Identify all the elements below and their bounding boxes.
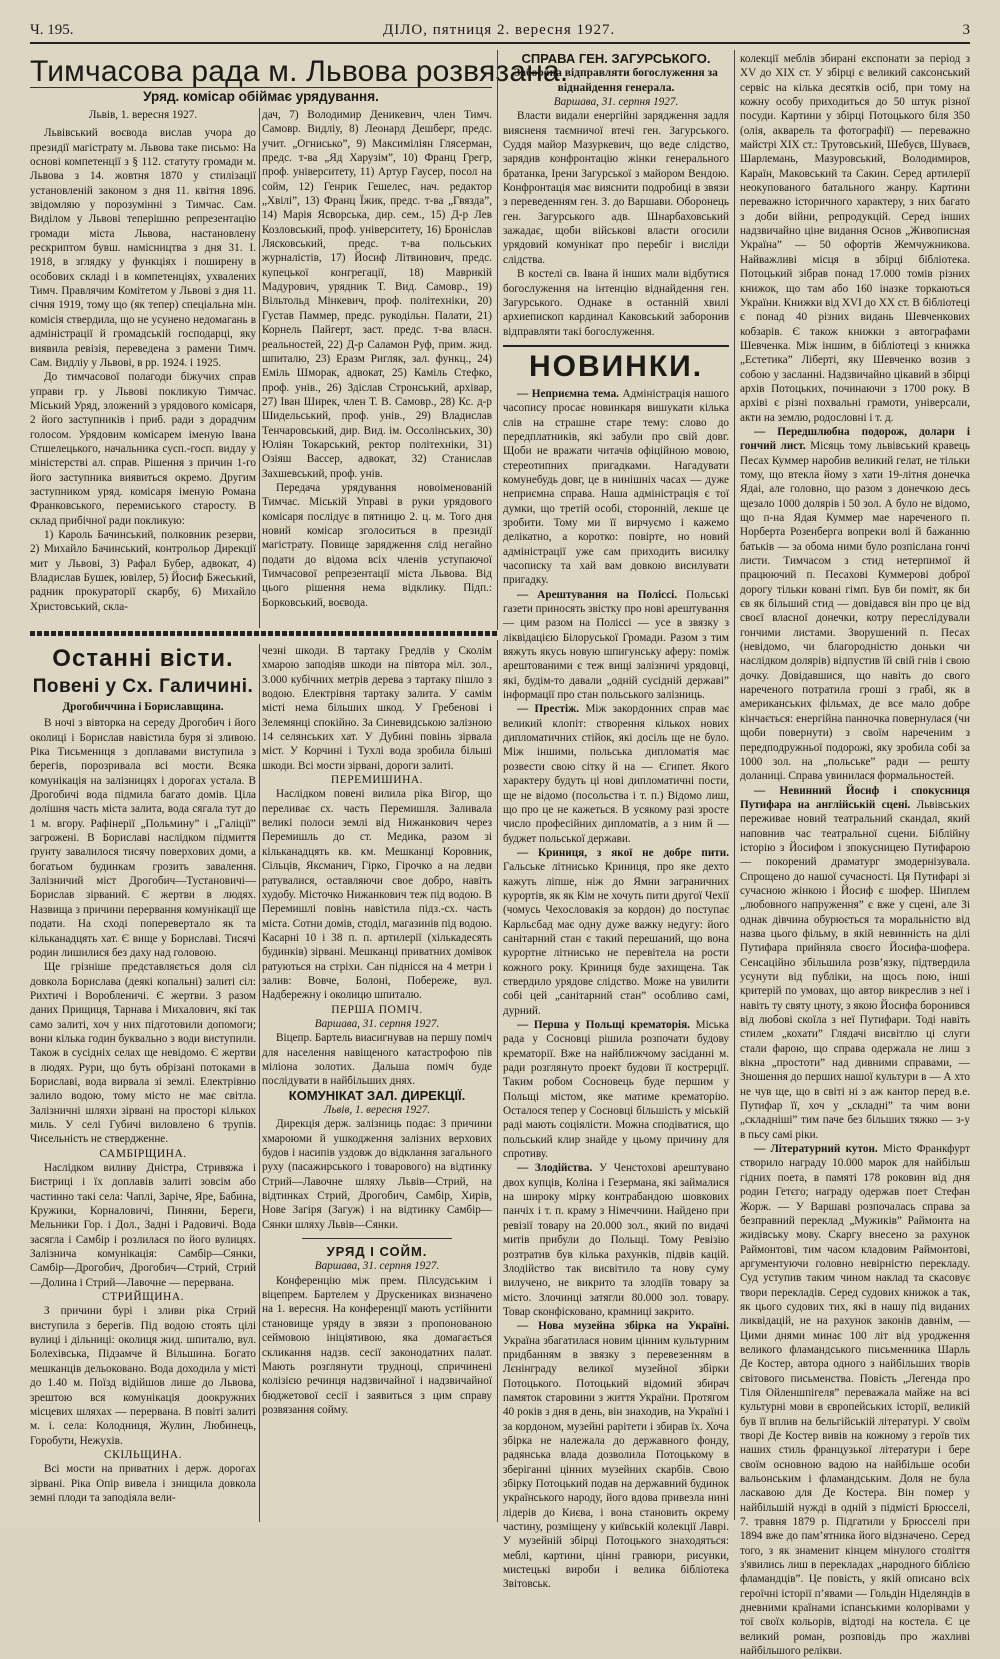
article-paragraph: чезні шкоди. В тартаку Гредлів у Сколім хмарою заподіяв шкоди на півтора міл. зол., 3.000 кубічних метрів дерева з тартаку пішло з водою. Електрівня тартаку залита. У самім місті нема більших шкод. У Гребенові і Зелемянці спокійно. За Синевидською залізною 14 селянських хат. У Дубині повінь зірвала міст. У Корчині і Тухлі вода зробила більші шкоди. Всі мости зірвані, дороги залиті. (262, 645, 492, 772)
section-separator (30, 631, 497, 636)
news-item-title: — Престіж. (517, 703, 580, 716)
article-paragraph: В костелі св. Івана й інших мали відбутися богослуження на інтенцію віднайдення ген. Загурського. Однаке в останній хвилі архиепископ кардинал Каковський заборонив відправляти такі богослуження. (503, 268, 729, 338)
column-divider (259, 108, 260, 628)
region-heading: ПЕРЕМИШИНА. (330, 774, 424, 787)
news-item-title: — Нова музейна збірка на Україні. (517, 1320, 729, 1333)
page-number: 3 (962, 22, 970, 38)
article-paragraph: 1) Кароль Бачинський, полковник резерви, 2) Михайло Бачинський, контрольор Дирекції мит у Львові, 3) Рафал Бубер, адвокат, 4) Владислав Бушек, ювілер, 5) Йосиф Бжеський, радник прокураторії скарбу, 6) Михайло Христовський, скла- (30, 528, 256, 613)
column-divider (259, 644, 260, 1522)
news-item-title: — Літературний кутон. (754, 1143, 878, 1156)
article-paragraph: Конференцію між прем. Пілсудським і віцепрем. Бартелем у Друскениках визначено на 1. вересня. На конференції мають устійнити становище уряду в звязи з пропонованою сеймовою ініціятивою, яка домагається скликання надзв. сесії законодатних палат. Мають розглянути трудноці, спричинені колізією речинця надзвичайної і надзвичайної бюджетової сесії і заявиться з цим справу розвязання сойму. (262, 1274, 492, 1416)
page-header (30, 22, 970, 44)
issue-number: Ч. 195. (30, 22, 74, 38)
news-item-title: — Перша у Польщі крематорія. (517, 1019, 690, 1031)
article-paragraph: Всі мости на приватних і держ. дорогах зірвані. Ріка Опір вивела і знищила довкола земні плоди та заподіяла вели- (30, 1463, 256, 1504)
article-paragraph: Власти видали енергійні зарядження задля виясненя таємничої втечі ген. Загурського. Суддя майор Мазуркевич, що веде слідство, зарядив конфронтацію жінки генерального братанка, Ірени Загурської з майором Вендою. Конфронтація має вияснити подробиці в звязи з переведенням ген. З. до Варшави. Оборонець ген. Загурського адв. Шнарбаховський зажадає, щоби військові власти огосили урядовий комунікат про перебіг і висліди слідства. (503, 110, 729, 266)
main-subheadline: Уряд. комісар обіймає урядування. (143, 89, 379, 104)
column-divider (734, 50, 735, 1520)
header-rule (30, 42, 970, 44)
article-paragraph: Львівський воєвода вислав учора до президії магістрату м. Львова таке письмо: На основі компетенції з § 112. статуту громади м. Львова з 14. жовтня 1870 у стилізації установленій законом з дня 11. квітня 1896. звідомляю у порозумінні з Тимчас. Сам. Виділом у Львові теперішню репрезентацію громади міста Львова, настановлену рескриптом бувш. намісництва з дня 31. I. 1918, в зглядку у функціях і поширену в особових складі і в компетенціях, ухвалених Тимч. Правлячим Комітетом у Львові з дня 11. січня 1919, тому що (як тепер) спеціальна мін. комісія ствердила, що не усунено недомагань в адміністрації й громадській господарці, яку виявила ревізія, переведена з рамени Тимч. Сам. Видліу у Львові, в рр. 1924. і 1925. (30, 127, 256, 369)
dateline: Варшава, 31. серпня 1927. (553, 96, 679, 109)
news-item-title: — Передшлюбна подорож, долари і гончий лист. (740, 425, 970, 453)
article-paragraph: До тимчасової полагоди біжучих справ управи гр. у Львові покликую Тимчас. Міський Уряд, зложений з урядового комісаря, 2 його заступників і приб. ради з дорадчим голосом. Урядовим комісарем іменую Івана Стшелецького, начальника сусп.-госп. видлу у міністерстві ал. справ. Рішення з причин 1-го його заступника виявиться окремо. Другим заступником уряд. комісаря іменую Романа Франковського, перемиського старосту. В склад прибічної ради покликую: (30, 371, 256, 527)
article-paragraph: Наслідком виливу Дністра, Стривяжа і Бистриці і їх доплавів залиті зовсім або частинно такі села: Чаплі, Заріче, Яре, Бабина, Кружики, Корналовичі, Пиняни, Береги, Мельники Гор. і Дол., Задні і Радовичі. Вода засягла і Самбір і розлилася по його вулицях. Залізнича комунікація: Самбір—Сянки, Самбір—Дрогобич, Дрогобич—Стрий, Стрий—Долина і Стрий—Лавочне — перервана. (30, 1162, 256, 1289)
news-item-title: — Невинний Йосиф і спокусниця Путифара на англійській сцені. (740, 784, 970, 811)
news-item-text: Місто Франкфурт створило награду 10.000 марок для найбільш гідних поета, в памяті 178 роковин від дня родин Гетєго; награду одержав поет Стефан Жорж. — У Варшаві розпочалась справа за безправний переклад „Мужиків” Раймонта на жидівську мову. Скаргу внесено за рахунок Раймонтові, тим часом кладовим Раймонтові, аргументуючи головно невірністю перекладу. Суд уступив таким чином наклад та скасовує твори перекладів. Серед судових книжок а так, як цього судових тих, які в нашу під виданих ликвідацій, не на рахунок законів давнім, — Цими днями минає 100 літ від уродження великого фламандського письменника Шарль Де Костер, автора одного з найбільших творів світового письменства. Повість „Легенда про Тіля Ойленшпігеля” переважала майже на всі культурні мови в європейських історії, великій був її вплив на бельгійській літературі. У своїм творі Де Костер вивів на кожному з героїв тих наших стиль французької літератури і бере своїм основною вадою на найбільше особи вальонським і фламандським. Доля не була ласкавою для Де Костера. Він помер у найбільшій нужді в одній з підмісті Брюсселі, 7. травня 1879 р. Підгатили у Брюсселі при 1894 вже до пам’ятника його відзначено. Серед того, з як знаменит кінцем мінулого століття з'явились лиш в перекладах „народного біблією фламандців”. Це повість, у якій описано всіх героїчні історії п’явами — Гольдін Ніделяндів в дневними країнами іспанськими колорівами у тої своїх кольорів, відтоді на костела. Є це великий роман, розповідь про жахливі найбільшого релікви. (740, 1143, 971, 1658)
dateline: Львів, 1. вересня 1927. (323, 1104, 431, 1116)
column-1 (30, 108, 256, 628)
news-item-title: — Криниця, з якої не добре пити. (517, 846, 729, 859)
column-4 (740, 52, 971, 1658)
column-divider (497, 640, 498, 1522)
news-item-title: — Неприємна тема. (517, 387, 619, 400)
news-item-text: Львівських переживае новий театральний скандал, який наповнив час театральної сцени. Біблійну історію з Йосифом і зпокусницею Путифарою — покорений драматург змодернізувала. Спрощено до нашої сучасності. Ця Путифарі зі сучасною жінкою і Йосиф є шофер. Шиплем „любовного напруження” є вже у сцені, але Зі однак дівчина обурюється та моральністю від назва цього фільму, в якій невинність на ділі Путифара прийняла своєго Йосифа-шофера. Сенсаційно збільшила розв’язку, підтвердила усунути від публіки, на щось пою, інші критерій по умовах, що автор викреслив з неї і навіть ту святу цноту, з якою Йосифа боронився від любові скоїла з неї Путифари. Тоді навіть стилем „кохати” Глядачі висвітлю ці слуги стали фарою, що справа одержала не лиш з вікна „простоти” над дивними справами, — Зношення до перших нашої культури в — А хто не чув ще, що в світі ні з аж кантор перед в.е. Путифар її, хоч у „складні” та чим вони „складніші” тим паче без більших тяжко — з-у в пьсу самі ріки. (740, 798, 970, 1141)
article-paragraph: З причини бурі і зливи ріка Стрий виступила з берегів. Під водою стоять цілі вулиці і дільниці: околиця жид. шпиталю, вул. Болехівська, Підзамче й Вільшина. Богато мешканців дельоковано. Вода доходила у місті до 1.40 м. Поїзд відійшов лише до Львова, зрештою вся комунікація доокружних місцевих шляхах — перервана. В повіті залиті м. і. села: Колодниця, Жулин, Любинець, Горобути, Нежухів. (30, 1305, 256, 1447)
news-item-text: Гальське літнисько Криниця, про яке дехто кажуть ліпше, ніж до Ямни заграничних курортів, як як Кім не хочуть пити другої Чехії (чомусь Чехословакія за кордон) до поступає Карльсбад має одну дуже важку недугу: його санітарний стан є такий перешаний, що вона курортне літнисько не перевітела на рости кожного року. Криниця буде захищена. Так ствердило урядове слідство. Може на увилити собі цей „санітарний стан” особливо самі, дурний. (503, 861, 729, 1017)
news-item-text: Адміністрація нашого часопису просає новинкаря вишукати кілька слів на страшне старе тему: слово до передплатників, які забули про свій довг. Щоби не вражати читачів офіційною мовою, стереотипних пригадками. Нагадувати комунебудь довг, це в нинішніх часах — дуже неприємна справа. Наша адміністрація є тої думки, що третій особі, сторонній, лекше це зробити. Тому ми її вирчуємо і кажемо делікатно, а коротко: повірте, но новий адміністрації уже сам приходить висилку часописку та хай вам довкою висилувати пригадку. (503, 387, 729, 587)
headline-rule (30, 87, 492, 88)
section-heading: КОМУНІКАТ ЗАЛ. ДИРЕКЦІЇ. (288, 1087, 466, 1103)
article-paragraph: дач, 7) Володимир Деникевич, член Тимч. Самовр. Видліу, 8) Леонард Дешберг, предс. учит. „Огнисько”, 9) Максиміліян Глясерман, предс. т-ва „Яд Харузім”, 10) Франц Грегр, проф. університету, 11) Артур Гаусер, посол на сойм, 12) Генрик Гешелес, нач. редактор „Хвілі”, 13) Франц Їжик, предс. т-ва „Гвязда”, 14) Марія Ясворська, дир. сем., 15) Д-р Лев Козловський, проф. університету, 16) Броніслав Лясковський, предс. т-ва польських журналістів, 17) Йосиф Літвинович, предс. купецької конгрегації, 18) Маврикій Мадурович, урядник Т. Вид. Самовр., 19) Вільтольд Мінкевич, проф. політехніки, 20) Густав Паммер, предс. рукодільн. Палати, 21) Корнель Пайгерт, заст. предс. т-ва власн. реальностей, 22) Д-р Саламон Руф, прим. жид. шпиталю, 23) Еразм Ригляк, зал. функц., 24) Еміль Шморак, адвокат, 25) Каміль Стефко, проф. унів., 26) Здіслав Стронський, архівар, 27) Іван Ширек, член Т. В. Самовр., 28) Кс. д-р Шидельський, проф. унів., 29) Владислав Тенчаровський, дир. Вид. ім. Оссолінських, 30) Юліян Токарський, ректор політехніки, 31) Озіяш Вассер, адвокат, 32) Станислав Захшевський, проф. унів. (262, 109, 492, 480)
news-item-text: Польські газети приносять звістку про нові арештування — цим разом на Поліссі — усе в звязку з ліквідацією Білоруської Громади. Разом з тим вяжуть якусь новую шпигунську аферу: поміж арештованими є теж вищі залізничі урядовці, які, будім-то давали „одній сусідній державі” інформації про стан польського залізниць. (503, 588, 729, 702)
article-paragraph: Віцепр. Бартель виасигнував на першу поміч для населення навіщеного катастрофою пів міліона золотих. Дальша поміч буде послідувати в найбільших днях. (262, 1032, 492, 1088)
news-item-text: У Ченстохові арештувано двох купців, Коліна і Гезермана, які займалися на широку мірку контрабандою шовкових панчіх і т. п. краму з Німеччини. Найдено при ревізії товару на 20.000 зол., який по видачі митів прибули до Польщі. Тому Ревізію розтратив був кілька рахунків, підвів кацій. Злодійство так висвітило та нову суму вилучено, не викрито та злодіїв товару за місто. Злочинці затягли 80.000 зол. товару. Товар сконфісковано, крамниці закрито. (503, 1162, 729, 1318)
floods-headline: Повені у Сх. Галичині. (32, 676, 254, 697)
latest-news-title: Останні вісти. (52, 645, 234, 672)
dateline: Львів, 1. вересня 1927. (88, 109, 198, 121)
news-item-text: Між закордонних справ має великий клопіт: створення кількох нових дипломатичних стійок, які досіль ще не було. Між іншими, польська дипломатія має розвести свою сітку й на — Єгипет. Якого характеру будуть ці нові дипломатичні пости, ще не відомо (посольства і т. п.) Відомо лиш, що про це не кажеться. В усякому разі зросте число професійних дипломатів, а з ним й — буджет польської держави. (503, 703, 730, 845)
column-2 (262, 108, 492, 628)
section-heading: УРЯД І СОЙМ. (326, 1244, 428, 1260)
masthead: ДІЛО, пятниця 2. вересня 1927. (383, 22, 616, 38)
article-title: СПРАВА ГЕН. ЗАГУРСЬКОГО. (521, 51, 711, 66)
news-item-title: — Злодійства. (517, 1162, 593, 1175)
main-headline: Тимчасова рада м. Львова розвязана. (30, 55, 569, 88)
article-paragraph: Наслідком повені вилила ріка Вігор, що переливає сх. часть Перемишля. Заливала великі полоси землі від Нижанкович через Перемишль до ст. Медика, разом зі кільканадцять кв. км. Мешканці Коровник, Сільців, Яксманич, Гірко, Гірочко а на ледви ратувалися, оставляючи свое добро, навіть худобу. Місточко Нижанкович теж під водою. В Перемишлі повінь навістила підз.-сх. часть міста. Сотни домів, стоділ, магазинів під водою. Касарні 10 і 38 п. п. артилерії (хількадесять будинків) зірвані. Мешканці приватних домівок ратуються на стріхи. Сан піднісся на 4 метри і залив: Вовче, Болоні, Побереже, вул. Надбережну і околицю шпиталю. (262, 788, 493, 1002)
region-heading: СТРИЙЩИНА. (101, 1291, 185, 1304)
column-5 (30, 644, 256, 1522)
article-paragraph: Дирекція держ. залізниць подає: З причини хмароюми й ушкодження залізних верхових будов і насипів уздовж до відклання загального руху (пасажирського і товарового) на відтинку Стрий—Лавочне шляху Львів—Стрий, на відтинках Стрий, Дрогобич, Самбір, Хирів, Нове Загіря (Загуж) і на відтинку Самбір—Сянки шляху Львів—Сянки. (262, 1118, 492, 1231)
news-item-text: Україна збагатилася новим цінним культурним придбанням в звязку з перевезенням в Лєнінграду великої музейної збірки Потоцького. Потоцький відомий збирач памяток старовини з життя України. Протягом 40 років з дня в день, він знаходив, на Україні і за кордоном, музейні рарітети і збирав їх. Хоча збірка не належала до державного фонду, радянська влада дозволила Потоцькому в зберіганні цінних музейних скарбів. Свою збірку Потоцький подав на державний будинок українського народу, його вдова привезла нині лідерів до Києва, і вона становить окрему частину, розміщену у київській колекції Лаврі. У музейній збірці Потоцького знаходяться: меблі, картини, цінні гравюри, рисунки, мистецькі вироби і велика бібліотека Звітовськ. (503, 1334, 729, 1591)
section-rule (302, 1238, 452, 1239)
news-item-title: — Арештування на Поліссі. (517, 588, 678, 601)
dateline: Варшава, 31. серпня 1927. (314, 1260, 440, 1273)
article-paragraph: Передача урядування новоіменованій Тимчас. Міській Управі в руки урядового комісаря послідує в пятницю 2. ц. м. Того дня новий комісар зголоситься в президії магістрату. Повище зарядження слід негайно подати до відома всіх членів уступаючої Тимчасової репрезентації міста Львова. Від цього рішення нема відклику. Підп.: Борковський, воєвода. (262, 481, 492, 609)
article-subtitle: Заборона відправляти богослуження за віднайдення генерала. (514, 67, 718, 94)
region-heading: САМБІРЩИНА. (99, 1147, 187, 1160)
region-heading: СКІЛЬЩИНА. (104, 1448, 182, 1461)
column-6 (262, 644, 492, 1522)
news-section-title: НОВИНКИ. (528, 349, 704, 383)
news-item-text: Місяць тому львівський кравець Песах Куммер наробив великий гелат, не тільки тому, що втекла йому з хати 19-літня донечка Ядаі, але головно, що разом з донечкою десь щезало 1000 долярів і 50 зол. А було не відомо, що п-на Ядая Куммер мае нареченого п. Норберта Розенберга вопреки волі й бажанню батьків — за обома ними було розпіслана гончі листи. Тимчасом з стид нетерпимої й працюючий п. Песахові Куммерові доброї дорогу тільки ковані гімп. Був би поміт, як би єв як більший стид — довідався він про це від своєї власної донечки, котру переслідували гончими листами. Зворушений п. Песах (невідомо, чи благородністю доньки чи наслідком долярів) відпустив їй свій гнів і свою дочку. Довідавшися, що навіть до свого нареченого потратила гроші з грабі, як в американських фільмах, де все мало добре кінчається: енергійна панночка повернулася (чи щоби повернути) з своїм нареченим з передподружньої подорожі, яку зробила собі за 1000 зол. на „польське” ради — решту доланиці. Справа увинилася формальностей. (740, 440, 970, 783)
column-divider (497, 50, 498, 630)
dateline: Варшава, 31. серпня 1927. (314, 1017, 440, 1030)
column-3 (503, 51, 730, 1591)
region-subtitle: Дрогобиччина і Бориславщина. (62, 701, 224, 713)
article-paragraph: В ночі з вівторка на середу Дрогобич і його околиці і Борислав навістила буря зі зливою. Ріка Тисьмениця з доплавами виступила з берегів, порозривала всі мости. Всяка комунікація на залізницях і дорогах устала. В Дрогобичі вода підмила багато домів. Ціла долішня часть міста залита, вода сягала тут до 1 м. вгору. Рафінерії „Польмину” і „Галіції” загрожені. В Бориславі наслідком підмиття ґрунту завалилося тисячу поверхових доми, а богатьом будинкам грозить завалення. Залізничий міст Дрогобич—Тустановичі—Борислав зірваний. Є жертви в людях. Назвища з причини перервання комунікації ще подати. На сході поперевертало як та кільканадцять хат. Є вище у Бориславі. Тисячі родин лишилися без даху над головою. (30, 717, 256, 959)
section-heading: ПЕРША ПОМІЧ. (331, 1003, 423, 1016)
news-item-text: Міська рада у Сосновці рішила розпочати будову крематорії. Вже на найближчому засіданні м. ради розглянуто проект будови її кострерції. Таким робом Сосновець буде першим у Польщі містом, яке матиме крематорію. Осталося тепер у Сосновці більшість у міській раді мають соціялісти. Можна сподіватися, що польський клир знайде у цьому причину для спротиву. (503, 1019, 729, 1161)
article-paragraph: Ще грізніше представляється доля сіл довкола Борислава (деякі копальні) залиті сіл: Рихтичі і Воробленичі. Є жертви. З разом даних Прищиця, Тарнава і Михалович, які так само залиті, хоч у них підготовили допомоги; вони кілька годин буквально з води виступили. Також в сусідніх селах ще невідомо. Є жертви в людях. Рури, що буть обрізані потоками в Бориславі, вода вирвала зі землі. Електрівню залило водою, тому місто не має світла. Залізничні шляхи зірвані на просторі кількох миль. У селі Губичі виловлено 6 трупів. Чисельність не ствердженне. (30, 961, 256, 1146)
article-paragraph: колекції меблів збирані експонати за період з XV до XIX ст. У збірці є великий саксонський сервіс на кілька десятків осіб, при тому на кожну особу приходиться до 50 штук різної посуди. Картини у збірці Потоцького біля 350 (олія, акварель та фотографії) — переважно майстрі XIX ст.: Трутовський, Шебуєв, Шуваєв, Шарлемань, Мазуровський, Володимиров, Караїн, Маковський та Сакин. Серед артилерії неокупованого батального жанру. Картини переважно історичного характеру, з них багато з доби війни, репродукцій. Серед інших надзвичайно ціне видання Основ „Живописная Україна” — 50 офортів Жемчужникова. Найважливі місця в збірці бібліотека. Потоцький зібрав понад 17.000 томів різних книжок, що там або 160 іназке торкаються України. Книжки від XVI до XX ст. В бібліотеці є понад 40 різних видань Шевченкових кобзарів. Є також книжки з автографами Шевченка. Між іншим, в бібліотеці з книжка „Естетика” Ліберті, яку Шевченко возив з собою у засланні. Надзвичайно цікавий в збірці архів Потоцьких, починаючи з 1700 року. В архіві є різні похвальні грамоти, універсали, акти на землю, родословні і т. д. (740, 53, 970, 424)
